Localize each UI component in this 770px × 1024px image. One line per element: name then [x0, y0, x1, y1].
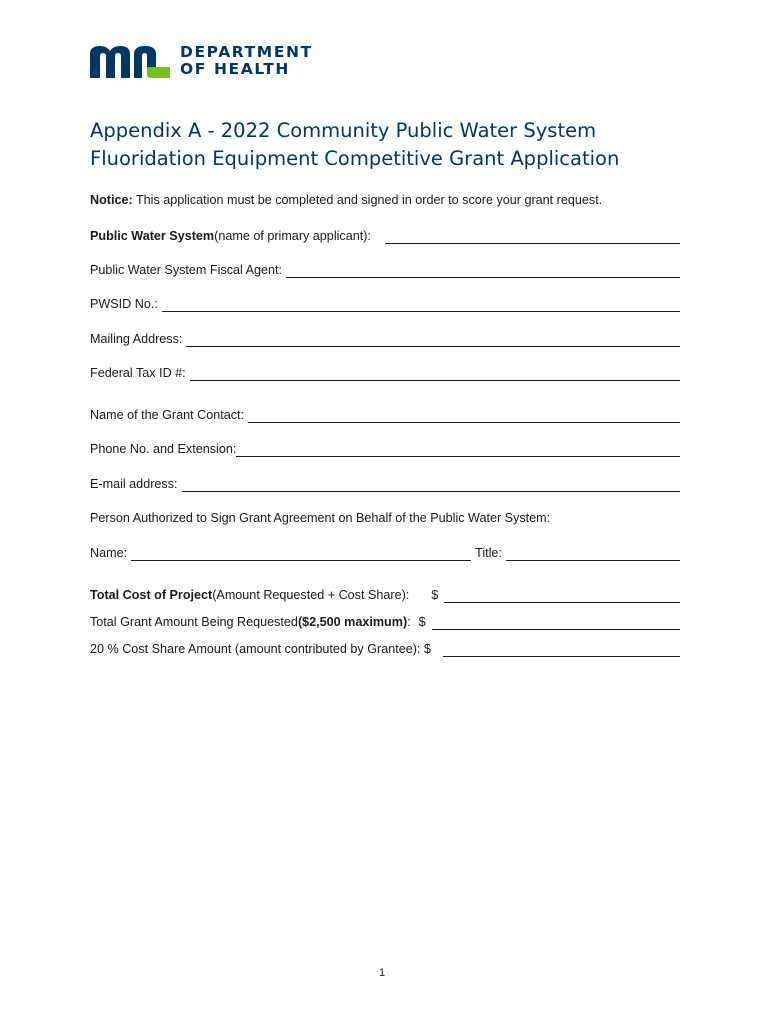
- title-label: Title:: [475, 546, 502, 560]
- total-cost-row: [90, 587, 680, 603]
- total-cost-field[interactable]: [444, 590, 680, 603]
- pwsid-label: PWSID No.:: [90, 297, 158, 311]
- phone-label: Phone No. and Extension:: [90, 442, 237, 456]
- name-title-row: [90, 545, 680, 561]
- mailing-address-label: Mailing Address:: [90, 332, 183, 346]
- authorized-person-label: Person Authorized to Sign Grant Agreement on Behalf of the Public Water System:: [90, 511, 551, 525]
- notice: [90, 193, 602, 207]
- cost-share-row: [90, 641, 680, 657]
- minnesota-mn-logo-icon: [90, 44, 170, 78]
- fiscal-agent-label: Public Water System Fiscal Agent:: [90, 263, 283, 277]
- notice-label: Notice:: [90, 193, 133, 207]
- pwsid-field[interactable]: [162, 299, 680, 312]
- public-water-system-field[interactable]: [385, 231, 680, 244]
- grant-contact-field[interactable]: [248, 410, 680, 423]
- logo-line-2: OF HEALTH: [180, 60, 290, 78]
- page-number: 1: [379, 967, 386, 979]
- title-field[interactable]: [506, 548, 680, 561]
- mailing-address-row: [90, 331, 680, 347]
- document-title: [90, 117, 690, 173]
- grant-amount-field[interactable]: [432, 617, 680, 630]
- grant-amount-label: Total Grant Amount Being Requested: [90, 615, 298, 629]
- public-water-system-row: [90, 228, 680, 244]
- total-cost-dollar: $: [431, 588, 439, 602]
- logo-text: [180, 44, 313, 78]
- notice-text: This application must be completed and signed in order to score your grant request.: [132, 193, 603, 207]
- mdh-logo: [90, 44, 313, 78]
- mailing-address-field[interactable]: [186, 334, 680, 347]
- title-line-1: Appendix A - 2022 Community Public Water System: [90, 119, 597, 142]
- federal-tax-id-row: [90, 365, 680, 381]
- federal-tax-id-field[interactable]: [190, 368, 680, 381]
- name-label: Name:: [90, 546, 128, 560]
- grant-amount-max: ($2,500 maximum): [297, 615, 408, 629]
- email-row: [90, 476, 680, 492]
- total-cost-label-bold: Total Cost of Project: [90, 588, 213, 602]
- public-water-system-label: (name of primary applicant):: [214, 229, 371, 243]
- total-cost-label: (Amount Requested + Cost Share):: [212, 588, 410, 602]
- fiscal-agent-row: [90, 262, 680, 278]
- phone-row: [90, 441, 680, 457]
- email-field[interactable]: [182, 479, 681, 492]
- grant-contact-label: Name of the Grant Contact:: [90, 408, 244, 422]
- logo-line-1: DEPARTMENT: [180, 43, 313, 61]
- public-water-system-label-bold: Public Water System: [90, 229, 215, 243]
- grant-amount-colon: :: [407, 615, 411, 629]
- cost-share-label: 20 % Cost Share Amount (amount contributed by Grantee): $: [90, 642, 431, 656]
- name-field[interactable]: [131, 548, 471, 561]
- grant-contact-row: [90, 407, 680, 423]
- grant-amount-dollar: $: [418, 615, 426, 629]
- title-line-2: Fluoridation Equipment Competitive Grant Application: [90, 147, 620, 170]
- grant-amount-row: [90, 614, 680, 630]
- federal-tax-id-label: Federal Tax ID #:: [90, 366, 186, 380]
- phone-field[interactable]: [236, 444, 680, 457]
- email-label: E-mail address:: [90, 477, 178, 491]
- cost-share-field[interactable]: [443, 644, 680, 657]
- fiscal-agent-field[interactable]: [286, 265, 680, 278]
- pwsid-row: [90, 296, 680, 312]
